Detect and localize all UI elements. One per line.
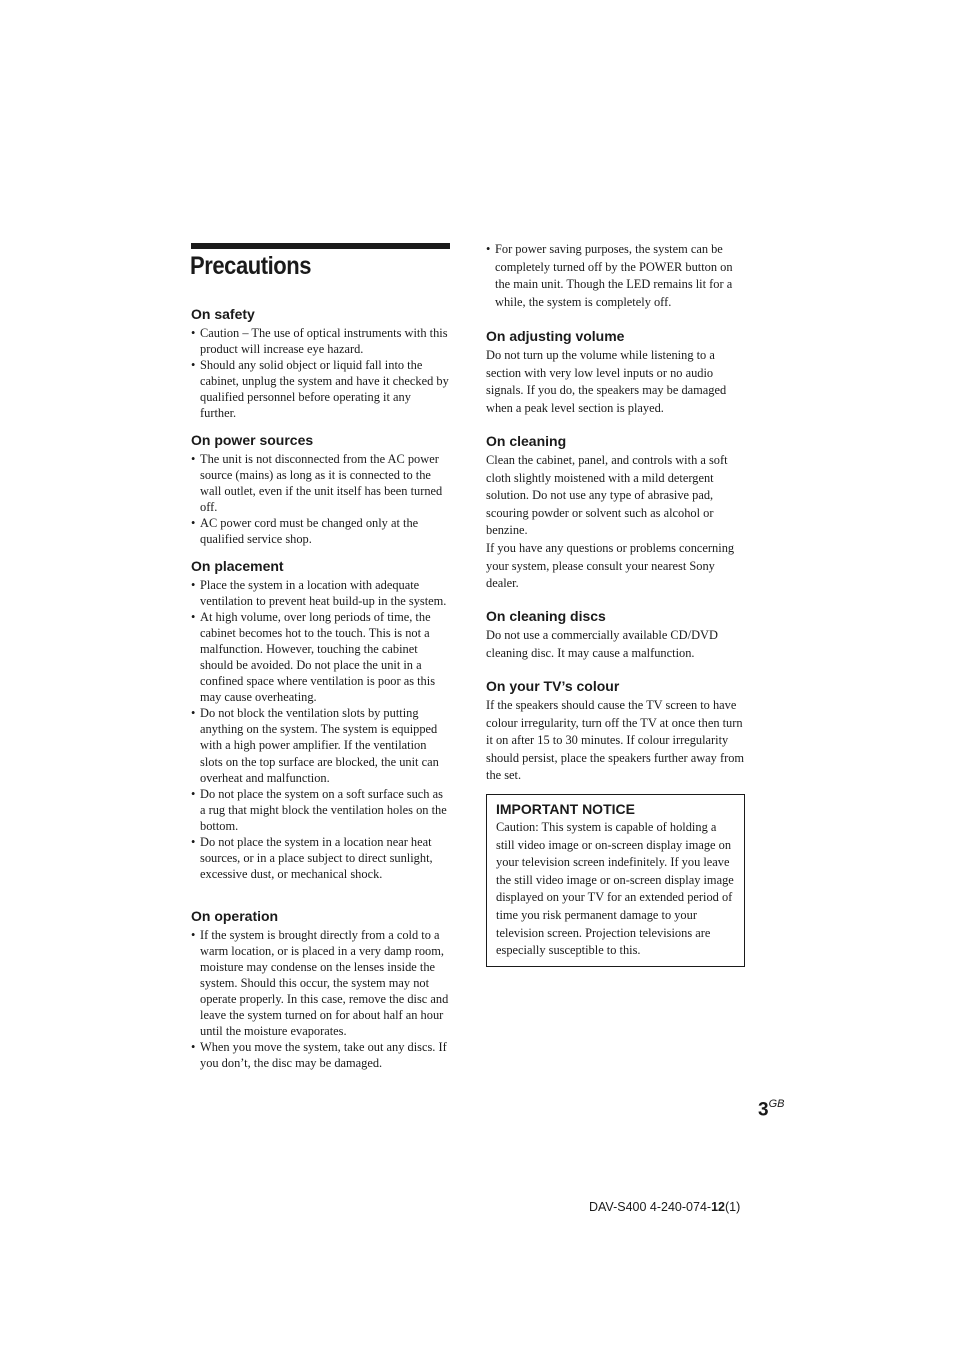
list-item: • If the system is brought directly from a cold to a warm location, or is placed in a very damp room, moisture may condense on the lenses inside the system. Should this occur, the system may not operate properly. In this case, remove the disc and leave the system turned on for about half an hour until the moisture evaporates.	[191, 927, 449, 1039]
section-on-power-sources	[191, 431, 449, 547]
section-on-your-tvs-colour	[486, 677, 748, 785]
list-item: • Do not block the ventilation slots by putting anything on the system. The system is equipped with a high power amplifier. If the ventilation slots on the top surface are blocked, the unit can overheat and malfunction.	[191, 705, 449, 785]
section-text: If the speakers should cause the TV screen to have colour irregularity, turn off the TV at once then turn it on after 15 to 30 minutes. If colour irregularity should persist, place the speakers further away from the set.	[486, 698, 745, 783]
list-item: • The unit is not disconnected from the AC power source (mains) as long as it is connected to the wall outlet, even if the unit itself has been turned off.	[191, 451, 449, 515]
doc-id-bold: 12	[711, 1200, 725, 1214]
list-item: • AC power cord must be changed only at the qualified service shop.	[191, 515, 449, 547]
page-number	[758, 1099, 784, 1121]
section-heading: On power sources	[191, 432, 314, 448]
page-title: Precautions	[190, 252, 312, 280]
bullet-list	[191, 577, 449, 882]
list-item: • Caution – The use of optical instruments with this product will increase eye hazard.	[191, 325, 449, 357]
section-heading: On operation	[191, 908, 279, 924]
section-on-safety	[191, 305, 449, 421]
section-heading: On cleaning	[486, 433, 567, 449]
important-notice-box	[486, 794, 745, 967]
section-text: If you have any questions or problems concerning your system, please consult your nearest Sony dealer.	[486, 540, 735, 591]
document-id	[589, 1200, 740, 1214]
section-on-cleaning	[486, 432, 748, 593]
section-text: Do not use a commercially available CD/DVD cleaning disc. It may cause a malfunction.	[486, 628, 718, 660]
section-power-saving	[486, 241, 748, 311]
bullet-list	[191, 927, 449, 1071]
bullet-list	[191, 451, 449, 547]
section-heading: On your TV’s colour	[486, 678, 620, 694]
bullet-list	[486, 241, 748, 311]
list-item: • At high volume, over long periods of time, the cabinet becomes hot to the touch. This is not a malfunction. However, touching the cabinet should be avoided. Do not place the unit in a confined space where ventilation is poor as this may cause overheating.	[191, 609, 449, 705]
list-item: • Should any solid object or liquid fall into the cabinet, unplug the system and have it checked by qualified personnel before operating it any further.	[191, 357, 449, 421]
section-on-operation	[191, 907, 449, 1071]
list-item: • For power saving purposes, the system can be completely turned off by the POWER button on the main unit. Though the LED remains lit for a while, the system is completely off.	[486, 241, 748, 311]
section-heading: On adjusting volume	[486, 328, 625, 344]
doc-id-prefix: DAV-S400 4-240-074-	[589, 1200, 712, 1214]
section-on-adjusting-volume	[486, 327, 748, 417]
notice-text: Caution: This system is capable of holding a still video image or on-screen display image on your television screen indefinitely. If you leave the still video image or on-screen display image displayed on your TV for an extended period of time you risk permanent damage to your television screen. Projection televisions are especially susceptible to this.	[496, 820, 734, 958]
section-on-placement	[191, 557, 449, 882]
section-text: Clean the cabinet, panel, and controls with a soft cloth slightly moistened with a mild detergent solution. Do not use any type of abrasive pad, scouring powder or solvent such as alcohol or benzine.	[486, 453, 728, 538]
list-item: • Do not place the system in a location near heat sources, or in a place subject to direct sunlight, excessive dust, or mechanical shock.	[191, 834, 449, 882]
page-number-suffix: GB	[768, 1098, 785, 1110]
notice-heading: IMPORTANT NOTICE	[496, 801, 635, 817]
page-number-digit: 3	[758, 1099, 769, 1121]
section-heading: On safety	[191, 306, 255, 322]
section-text: Do not turn up the volume while listening to a section with very low level inputs or no audio signals. If you do, the speakers may be damaged when a peak level section is played.	[486, 348, 727, 415]
section-heading: On placement	[191, 558, 284, 574]
bullet-list	[191, 325, 449, 421]
section-heading: On cleaning discs	[486, 608, 606, 624]
title-rule	[191, 243, 450, 249]
list-item: • When you move the system, take out any discs. If you don’t, the disc may be damaged.	[191, 1039, 449, 1071]
section-on-cleaning-discs	[486, 607, 748, 662]
doc-id-suffix: (1)	[724, 1200, 741, 1214]
list-item: • Place the system in a location with adequate ventilation to prevent heat build-up in the system.	[191, 577, 449, 609]
list-item: • Do not place the system on a soft surface such as a rug that might block the ventilation holes on the bottom.	[191, 786, 449, 834]
